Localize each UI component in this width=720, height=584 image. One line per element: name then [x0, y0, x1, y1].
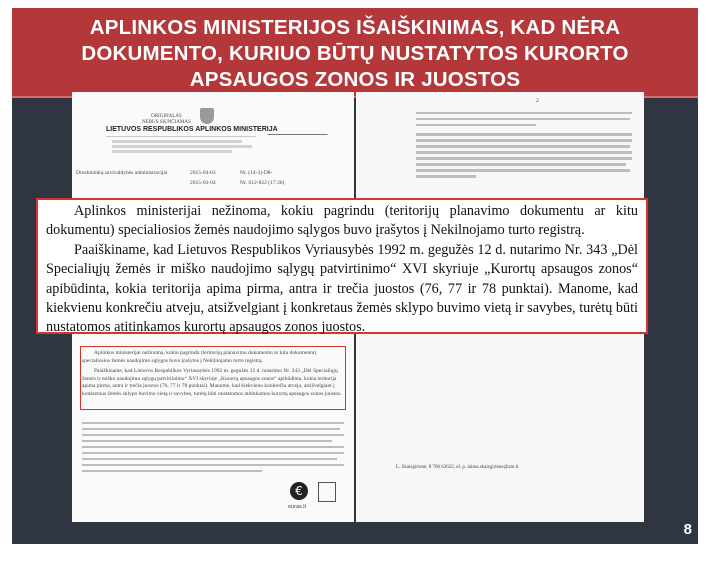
- footer-site: euras.lt: [288, 504, 307, 510]
- address-lines: [112, 138, 262, 155]
- date-1: 2015-04-03: [190, 170, 216, 176]
- slide-title: APLINKOS MINISTERIJOS IŠAIŠKINIMAS, KAD NĖRA DOKUMENTO, KURIUO BŪTŲ NUSTATYTOS KURORTO APSAUGOS ZONOS IR JUOSTOS: [81, 16, 629, 91]
- coat-of-arms-icon: [200, 108, 214, 124]
- left-body-filler: [82, 418, 344, 476]
- excerpt-para-2: Paaiškiname, kad Lietuvos Respublikos Vyriausybės 1992 m. gegužės 12 d. nutarimo Nr. 343 „Dėl Specialiųjų žemės ir miško naudojimo sąlygų patvirtinimo“ XVI skyriuje „Kurortų apsaugos zonos“ apibūdinta, kokia teritorija apima pirma, antra ir trečia juostos (76, 77 ir 78 punktai). Manome, kad kiekvienu konkrečiu atveju, atsižvelgiant į konkretaus žemės sklypo buvimo vietą ir savybes, turėtų būti nustatomos atitinkamos kurortų apsaugos zonos juostos.: [46, 241, 638, 336]
- euro-logo-icon: €: [290, 482, 308, 500]
- signature-line: L. Skaisgirienė, 8 706 63622, el. p. laima.skaisgiriene@am.lt: [396, 465, 519, 470]
- right-top-text: [416, 108, 632, 181]
- page-two-number: 2: [536, 98, 539, 104]
- small-highlight-box: [80, 346, 346, 410]
- ref-2: Nr. S12-822 (17.36): [240, 180, 285, 186]
- title-band: [12, 8, 698, 98]
- date-2: 2015-03-04: [190, 180, 216, 186]
- signature-scribble-icon: [267, 110, 336, 135]
- header-rule: [106, 136, 256, 137]
- recipient: Druskininkų savivaldybės administracijai: [76, 170, 168, 176]
- slide-page-number: 8: [683, 521, 692, 538]
- ref-1: Nr. (14-3)-D8-: [240, 170, 273, 176]
- highlighted-excerpt: [36, 198, 648, 334]
- original-stamp: ORIGINALAS NEBUS SIUNČIAMAS: [142, 114, 191, 125]
- left-body-para-2: Paaiškiname, kad Lietuvos Respublikos Vyriausybės 1992 m. gegužės 12 d. nutarimo Nr. 343 „Dėl Specialiųjų žemės ir miško naudojimo sąlygų patvirtinimo“ XVI skyriuje „Kurortų apsaugos zonos“ apibūdinta, kokia teritorija apima pirma, antra ir trečia juostos (76, 77 ir 78 punktai). Manome, kad kiekvienu konkrečiu atveju, atsižvelgiant į konkretaus žemės sklypo buvimo vietą ir savybes, turėtų būti nustatomos atitinkamos kurortų apsaugos zonos juostos.: [82, 368, 342, 397]
- emas-logo-icon: [318, 482, 336, 502]
- left-body-para-1: Aplinkos ministerijai nežinoma, kokiu pagrindu (teritorijų planavimo dokumentu ar kitu dokumentu) specialiosios žemės naudojimo sąlygos buvo įrašytos į Nekilnojamo turto registrą.: [82, 350, 317, 364]
- ministry-name: LIETUVOS RESPUBLIKOS APLINKOS MINISTERIJA: [106, 126, 278, 133]
- excerpt-para-1: Aplinkos ministerijai nežinoma, kokiu pagrindu (teritorijų planavimo dokumentu ar kitu dokumentu) specialiosios žemės naudojimo sąlygos buvo įrašytos į Nekilnojamo turto registrą.: [46, 203, 638, 239]
